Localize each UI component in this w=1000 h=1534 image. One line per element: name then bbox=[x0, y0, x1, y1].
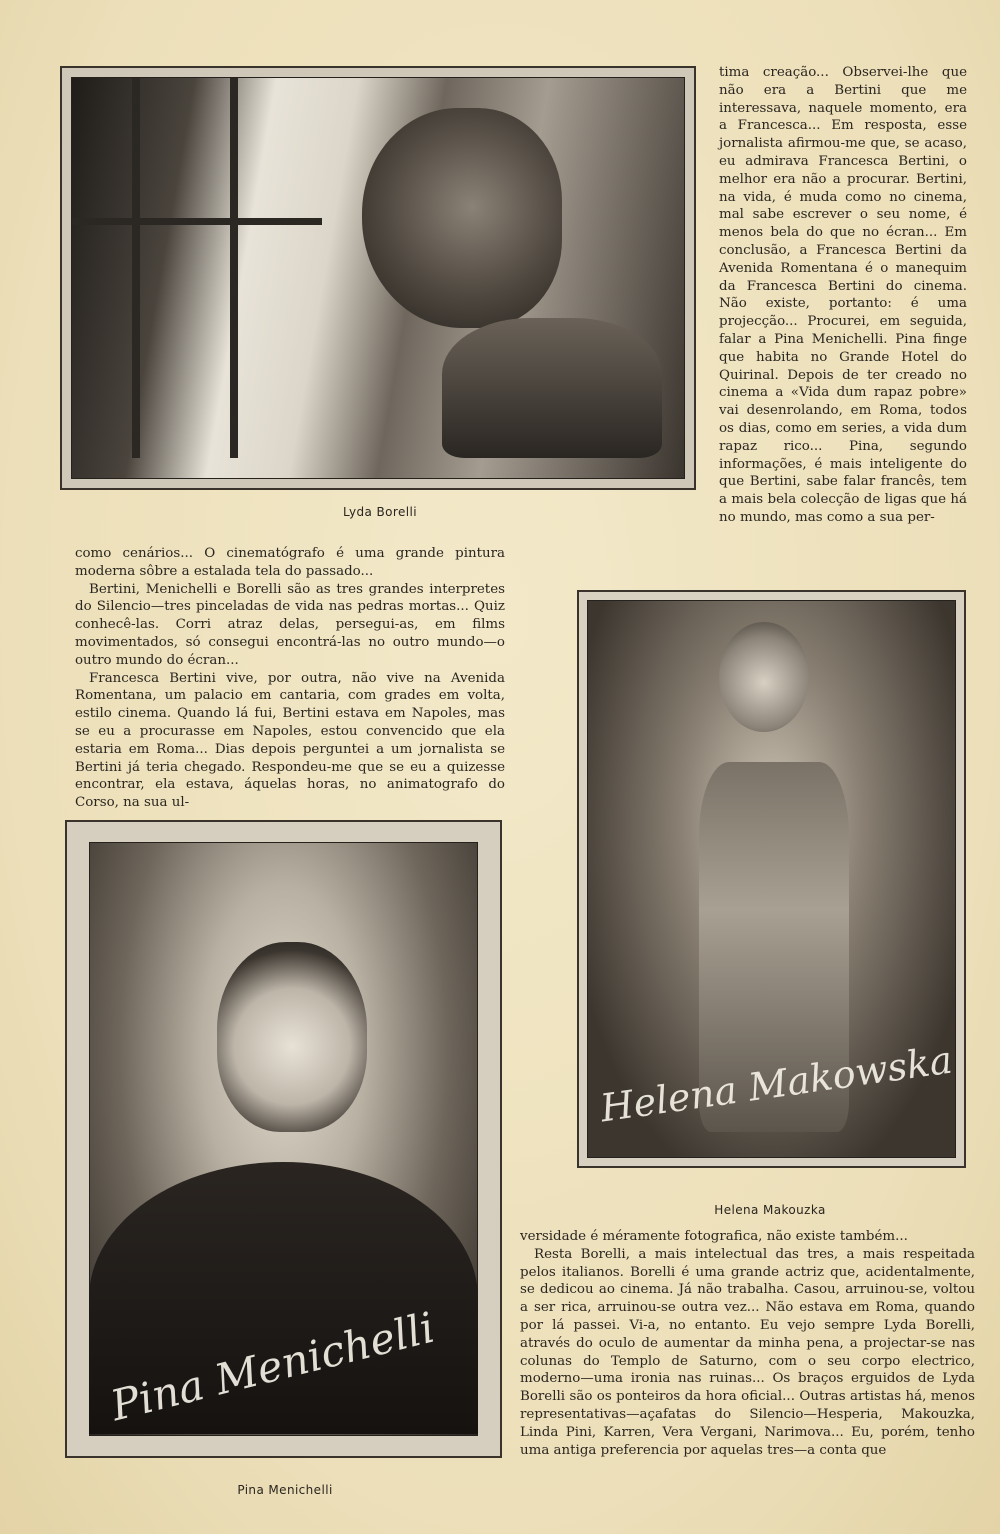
text-column-right-top bbox=[719, 64, 967, 527]
text-column-left bbox=[75, 545, 505, 812]
photo-helena-makouzka bbox=[577, 590, 966, 1168]
signature-pina: Pina Menichelli bbox=[105, 1302, 440, 1431]
paragraph: Francesca Bertini vive, por outra, não vive na Avenida Romentana, um palacio em cantaria, com grades em volta, estilo cinema. Quando lá fui, Bertini estava em Napoles, mas se eu a procurasse em Napoles, estou convencido que ela estaria em Roma... Dias depois perguntei a um jornalista se Bertini já teria chegado. Respondeu-me que se eu a quizesse encontrar, ela estava, áquelas horas, no animatografo do Corso, na sua ul- bbox=[75, 670, 505, 811]
paragraph: tima creação... Observei-lhe que não era a Bertini que me interessava, naquele momento, era a Francesca... Em resposta, esse jornalista afirmou-me que, se acaso, eu admirava Francesca Bertini, o melhor era não a procurar. Bertini, na vida, é muda como no cinema, mal sabe escrever o seu nome, é menos bela do que no écran... Em conclusão, a Francesca Bertini da Avenida Romentana é o manequim da Francesca Bertini do cinema. Não existe, portanto: é uma projecção... Procurei, em seguida, falar a Pina Menichelli. Pina finge que habita no Grande Hotel do Quirinal. Depois de ter creado no cinema a «Vida dum rapaz pobre» vai desenrolando, em Roma, todos os dias, como em series, a vida dum rapaz rico... Pina, segundo informações, é mais inteligente do que Bertini, sabe falar francês, tem a mais bela colecção de ligas que há no mundo, mas como a sua per- bbox=[719, 65, 967, 525]
photo-pina-menichelli bbox=[65, 820, 502, 1458]
text-column-right-bottom bbox=[520, 1228, 975, 1459]
paragraph: versidade é méramente fotografica, não existe também... bbox=[520, 1229, 908, 1244]
paragraph: Resta Borelli, a mais intelectual das tres, a mais respeitada pelos italianos. Borelli é uma grande actriz que, acidentalmente, se dedicou ao cinema. Já não trabalha. Casou, arruinou-se, voltou a ser rica, arruinou-se outra vez... Não estava em Roma, quando por lá passei. Vi-a, no entanto. Eu vejo sempre Lyda Borelli, através do oculo de aumentar da minha pena, a projectar-se nas colunas do Templo de Saturno, com o seu corpo electrico, moderno—uma ironia nas ruinas... Os braços erguidos de Lyda Borelli são os ponteiros da hora oficial... Outras artistas há, menos representativas—açafatas do Silencio—Hesperia, Makouzka, Linda Pini, Karren, Vera Vergani, Narimova... Eu, porém, tenho uma antiga preferencia por aquelas tres—a conta que bbox=[520, 1246, 975, 1458]
paragraph: como cenários... O cinematógrafo é uma grande pintura moderna sôbre a estalada tela do passado... bbox=[75, 546, 505, 579]
paragraph: Bertini, Menichelli e Borelli são as tres grandes interpretes do Silencio—tres pinceladas de vida nas pedras mortas... Quiz conhecê-las. Corri atraz delas, persegui-as, em films movimentados, só consegui encontrá-las no outro mundo—o outro mundo do écran... bbox=[75, 581, 505, 668]
figure-silhouette bbox=[217, 942, 367, 1132]
figure-silhouette bbox=[362, 108, 562, 328]
caption-helena-makouzka: Helena Makouzka bbox=[714, 1203, 826, 1217]
signature-helena: Helena Makowska bbox=[597, 1037, 955, 1131]
window-frame bbox=[132, 78, 238, 458]
photo-lyda-borelli bbox=[60, 66, 696, 490]
caption-pina-menichelli: Pina Menichelli bbox=[237, 1483, 333, 1497]
figure-silhouette bbox=[719, 622, 809, 732]
caption-lyda-borelli: Lyda Borelli bbox=[343, 505, 417, 519]
